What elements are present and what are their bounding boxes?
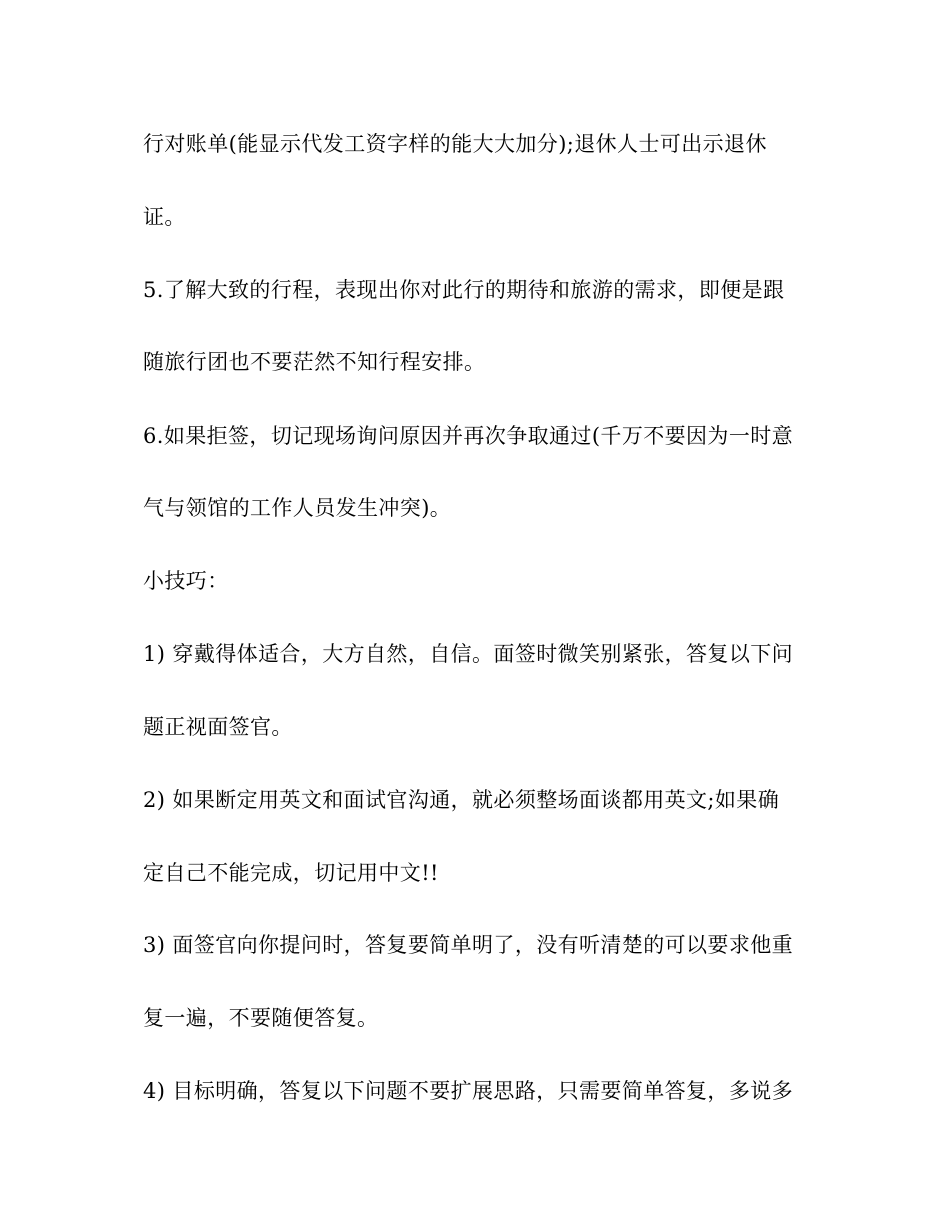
- text-line: 复一遍，不要随便答复。: [143, 1006, 379, 1030]
- text-line: 定自己不能完成，切记用中文!!: [143, 861, 439, 885]
- tip-item-1: 1) 穿戴得体适合，大方自然，自信。面签时微笑别紧张，答复以下问: [143, 642, 794, 666]
- tip-item-2: 2) 如果断定用英文和面试官沟通，就必须整场面谈都用英文;如果确: [143, 788, 780, 812]
- text-line: 证。: [143, 205, 186, 229]
- text-line: 气与领馆的工作人员发生冲突)。: [143, 496, 452, 520]
- text-line: 随旅行团也不要茫然不知行程安排。: [143, 350, 486, 374]
- section-heading: 小技巧：: [143, 569, 229, 593]
- tip-item-3: 3) 面签官向你提问时，答复要简单明了，没有听清楚的可以要求他重: [143, 933, 794, 957]
- list-item-6: 6.如果拒签，切记现场询问原因并再次争取通过(千万不要因为一时意: [143, 424, 794, 448]
- text-line: 行对账单(能显示代发工资字样的能大大加分);退休人士可出示退休: [143, 132, 767, 156]
- text-line: 题正视面签官。: [143, 715, 293, 739]
- tip-item-4: 4) 目标明确，答复以下问题不要扩展思路，只需要简单答复，多说多: [143, 1079, 794, 1103]
- list-item-5: 5.了解大致的行程，表现出你对此行的期待和旅游的需求，即便是跟: [143, 278, 785, 302]
